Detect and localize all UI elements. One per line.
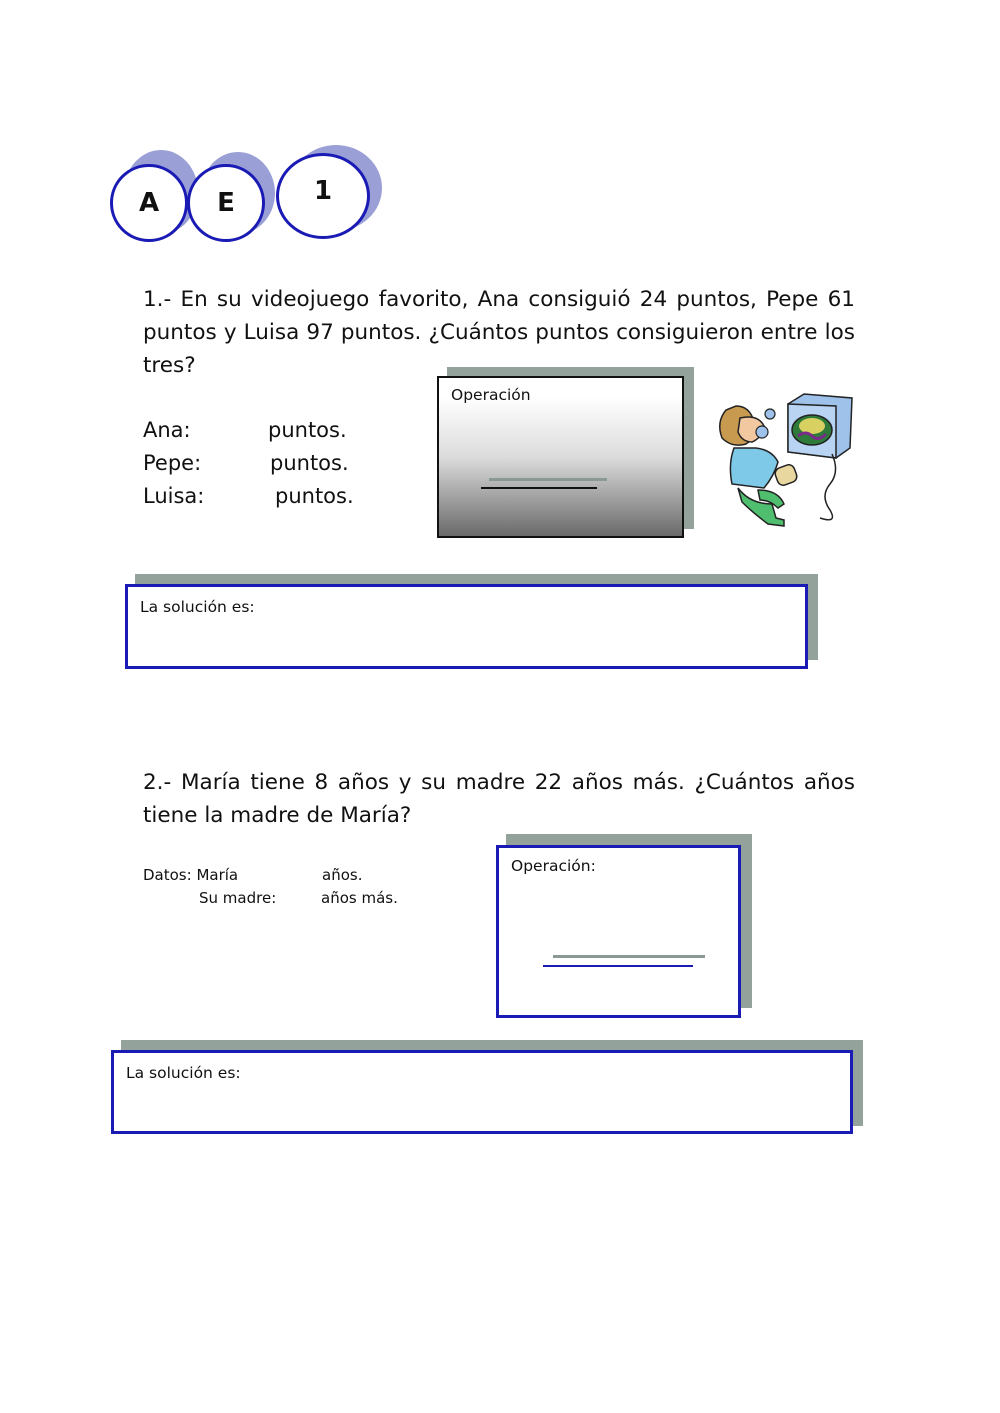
- q1-text: 1.- En su videojuego favorito, Ana consiguió 24 puntos, Pepe 61 puntos y Luisa 97 puntos. ¿Cuántos puntos consiguieron entre los tres?: [143, 287, 855, 378]
- monitor-icon: [788, 394, 852, 520]
- q1-luisa-unit: puntos.: [275, 484, 354, 508]
- q1-ana-unit: puntos.: [268, 418, 347, 442]
- op2-line-top: [553, 955, 705, 958]
- q1-luisa-label: Luisa:: [143, 484, 205, 508]
- op2-line-bottom: [543, 965, 693, 967]
- op2-box[interactable]: [496, 845, 741, 1018]
- op1-line-top: [489, 478, 607, 481]
- child-playing-videogame-illustration: [712, 392, 862, 534]
- op1-line-bottom: [481, 487, 597, 489]
- q1-pepe-unit: puntos.: [270, 451, 349, 475]
- badge-e: [187, 150, 277, 245]
- q1-ana-label: Ana:: [143, 418, 191, 442]
- q1-pepe-label: Pepe:: [143, 451, 202, 475]
- op1-label: Operación: [451, 386, 531, 404]
- q2-data-label: Datos: María: [143, 866, 239, 884]
- child-icon: [720, 406, 799, 526]
- q2-text: 2.- María tiene 8 años y su madre 22 años más. ¿Cuántos años tiene la madre de María?: [143, 770, 855, 828]
- badge-e-text: E: [187, 164, 265, 242]
- badge-a-text: A: [110, 164, 188, 242]
- q2-data-unit2: años más.: [321, 889, 398, 907]
- op1-box[interactable]: [437, 376, 684, 538]
- badge-1: [276, 143, 386, 243]
- sol1-box[interactable]: [125, 584, 808, 669]
- op2-label: Operación:: [511, 857, 596, 875]
- q2-data-mother: Su madre:: [199, 889, 277, 907]
- sol1-label: La solución es:: [140, 598, 255, 616]
- sol2-label: La solución es:: [126, 1064, 241, 1082]
- q2-data-unit1: años.: [322, 866, 363, 884]
- sol2-box[interactable]: [111, 1050, 853, 1134]
- badge-1-text: 1: [276, 153, 370, 239]
